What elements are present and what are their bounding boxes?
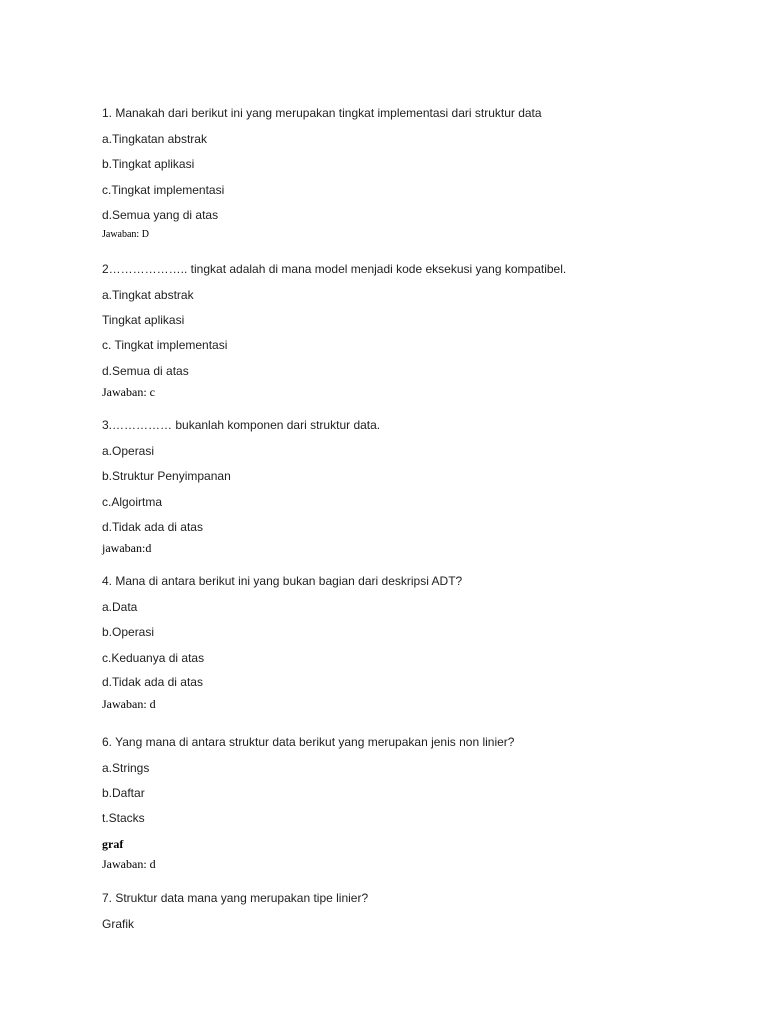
q1-option-d: d.Semua yang di atas — [102, 208, 219, 222]
q3-option-a: a.Operasi — [102, 444, 155, 458]
question-7: 7. Struktur data mana yang merupakan tipe linier? — [102, 891, 369, 905]
q3-option-b: b.Struktur Penyimpanan — [102, 469, 231, 483]
q4-option-d: d.Tidak ada di atas — [102, 675, 203, 689]
q1-option-c: c.Tingkat implementasi — [102, 183, 225, 197]
q3-answer: jawaban:d — [102, 541, 152, 555]
q4-option-c: c.Keduanya di atas — [102, 651, 205, 665]
q2-option-c: c. Tingkat implementasi — [102, 338, 228, 352]
q4-option-a: a.Data — [102, 600, 138, 614]
question-1: 1. Manakah dari berikut ini yang merupakan tingkat implementasi dari struktur data — [102, 106, 542, 120]
q4-answer: Jawaban: d — [102, 697, 156, 711]
question-4: 4. Mana di antara berikut ini yang bukan bagian dari deskripsi ADT? — [102, 574, 463, 588]
q6-option-b: b.Daftar — [102, 786, 145, 800]
q1-option-b: b.Tingkat aplikasi — [102, 157, 195, 171]
q3-option-c: c.Algoirtma — [102, 495, 163, 509]
q3-option-d: d.Tidak ada di atas — [102, 520, 203, 534]
q6-option-c: t.Stacks — [102, 811, 145, 825]
q2-option-b: Tingkat aplikasi — [102, 313, 185, 327]
q6-answer: Jawaban: d — [102, 857, 156, 871]
q2-answer: Jawaban: c — [102, 385, 155, 399]
question-2: 2……………….. tingkat adalah di mana model menjadi kode eksekusi yang kompatibel. — [102, 262, 567, 276]
q2-option-d: d.Semua di atas — [102, 364, 189, 378]
q6-option-a: a.Strings — [102, 761, 150, 775]
question-6: 6. Yang mana di antara struktur data berikut yang merupakan jenis non linier? — [102, 735, 515, 749]
q2-option-a: a.Tingkat abstrak — [102, 288, 194, 302]
q4-option-b: b.Operasi — [102, 625, 155, 639]
q7-option-a: Grafik — [102, 917, 135, 931]
q1-option-a: a.Tingkatan abstrak — [102, 132, 207, 146]
q6-option-d: graf — [102, 837, 124, 851]
q1-answer: Jawaban: D — [102, 229, 149, 240]
question-3: 3.…………… bukanlah komponen dari struktur data. — [102, 418, 381, 432]
